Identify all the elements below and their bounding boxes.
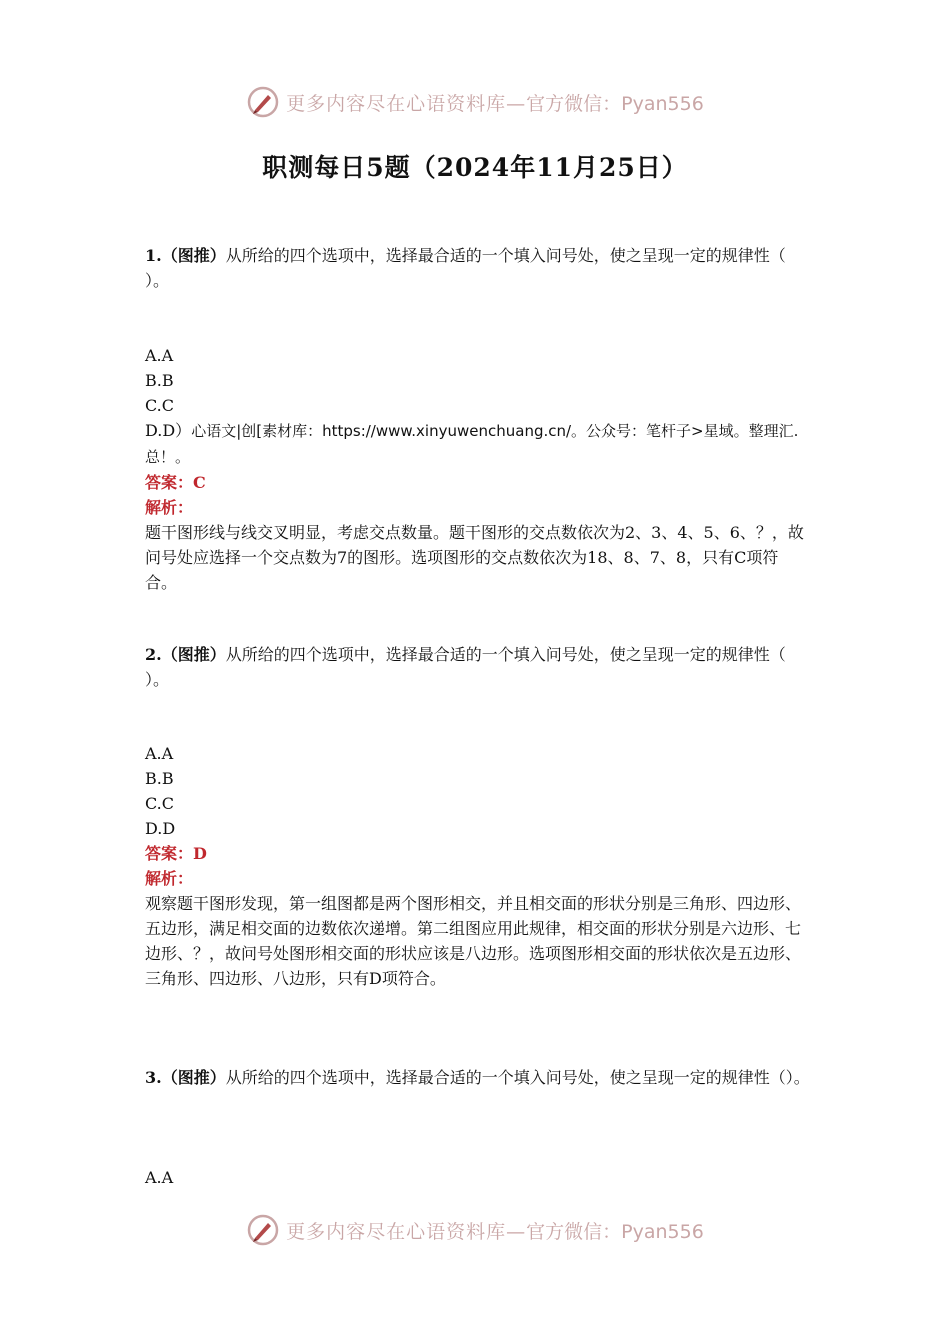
banner-text: 更多内容尽在心语资料库— <box>286 92 527 115</box>
q1-option-c: C.C <box>145 396 174 415</box>
q2-option-d: D.D <box>145 819 176 838</box>
footer-banner-text: 更多内容尽在心语资料库— <box>286 1220 527 1243</box>
page-title: 职测每日5题（2024年11月25日） <box>262 153 688 182</box>
pen-logo-icon <box>246 85 280 119</box>
q2-number: 2. <box>145 645 162 664</box>
q3-tag: （图推） <box>161 1068 226 1087</box>
q3-option-a: A.A <box>145 1168 174 1187</box>
q2-options <box>145 741 810 991</box>
q3-stem: 从所给的四个选项中，选择最合适的一个填入问号处，使之呈现一定的规律性（）。 <box>225 1068 810 1087</box>
q1-number: 1. <box>145 246 162 265</box>
pen-logo-icon <box>246 1213 280 1247</box>
q1-tag: （图推） <box>161 246 226 265</box>
q1-option-b: B.B <box>145 371 174 390</box>
footer-banner <box>0 1210 950 1250</box>
header-banner <box>0 82 950 122</box>
q3-options <box>145 1165 810 1190</box>
q1-answer: 答案：C <box>145 473 206 492</box>
q1-analysis-label: 解析： <box>145 498 194 517</box>
q2-option-b: B.B <box>145 769 174 788</box>
banner-wechat: 官方微信：Pyan556 <box>526 92 704 115</box>
q1-option-d: D.D） <box>145 421 192 440</box>
footer-banner-wechat: 官方微信：Pyan556 <box>526 1220 704 1243</box>
q1-stem: 从所给的四个选项中，选择最合适的一个填入问号处，使之呈现一定的规律性（ ）。 <box>145 246 786 290</box>
q1-analysis: 题干图形线与线交叉明显，考虑交点数量。题干图形的交点数依次为2、3、4、5、6、？，故问号处应选择一个交点数为7的图形。选项图形的交点数依次为18、8、7、8，只有C项符合。 <box>145 523 804 592</box>
q2-answer: 答案：D <box>145 844 207 863</box>
q3-number: 3. <box>145 1068 162 1087</box>
q2-analysis-label: 解析： <box>145 869 194 888</box>
q2-stem: 从所给的四个选项中，选择最合适的一个填入问号处，使之呈现一定的规律性（ ）。 <box>145 645 786 689</box>
q2-tag: （图推） <box>161 645 226 664</box>
q1-options <box>145 343 810 595</box>
question-2 <box>145 642 810 692</box>
q1-watermark-text: 心语文|创[素材库：https://www.xinyuwenchuang.cn/。公众号：笔杆子>星域。整理汇.总！。 <box>145 422 799 466</box>
question-3 <box>145 1065 810 1090</box>
question-1 <box>145 243 810 293</box>
q2-option-a: A.A <box>145 744 174 763</box>
q1-option-a: A.A <box>145 346 174 365</box>
q2-analysis: 观察题干图形发现，第一组图都是两个图形相交，并且相交面的形状分别是三角形、四边形、五边形，满足相交面的边数依次递增。第二组图应用此规律，相交面的形状分别是六边形、七边形、？，故问号处图形相交面的形状应该是八边形。选项图形相交面的形状依次是五边形、三角形、四边形、八边形，只有D项符合。 <box>145 894 802 988</box>
q2-option-c: C.C <box>145 794 174 813</box>
